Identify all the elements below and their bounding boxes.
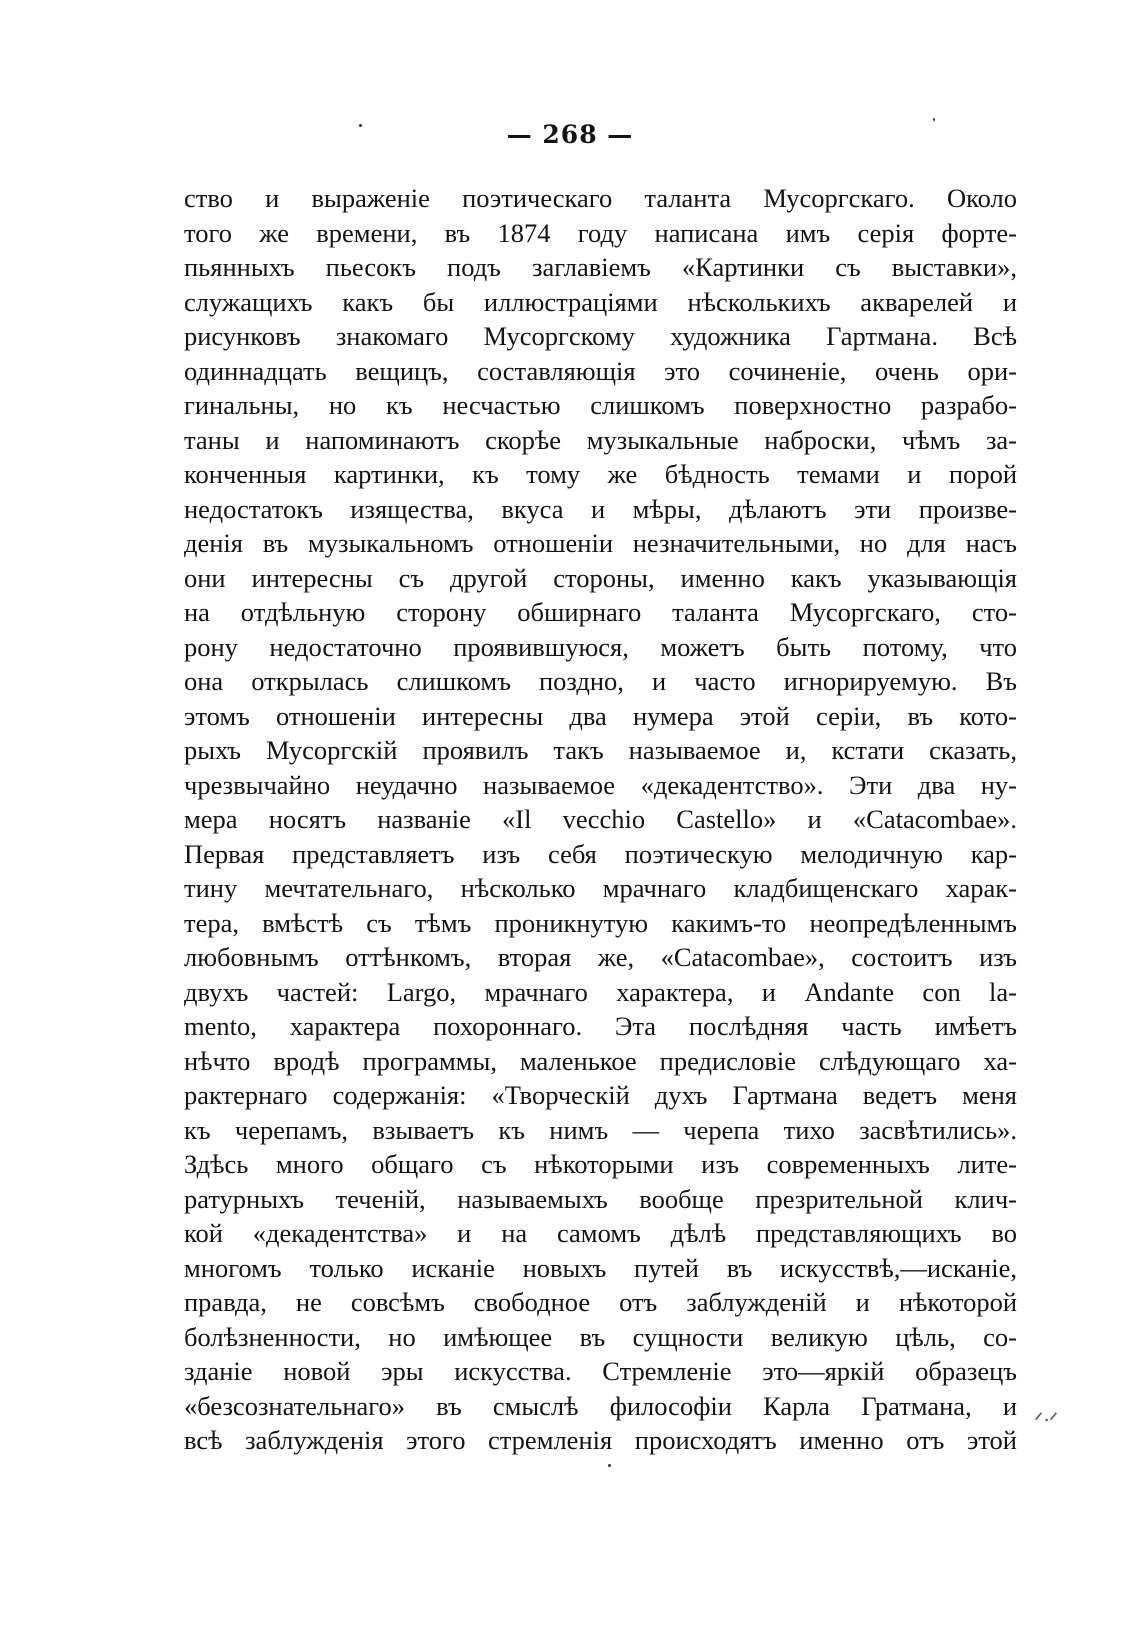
text-line: служащихъ какъ бы иллюстраціями нѣсколькихъ акварелей и xyxy=(184,286,1017,317)
text-line: зданіе новой эры искусства. Стремленіе это—яркій образецъ xyxy=(184,1356,1017,1386)
text-line: она открылась слишкомъ поздно, и часто игнорируемую. Въ xyxy=(184,666,1017,696)
text-line: чрезвычайно неудачно называемое «декадентство». Эти два ну- xyxy=(184,769,1017,800)
body-text xyxy=(184,181,1017,1458)
text-line: кой «декадентства» и на самомъ дѣлѣ представляющихъ во xyxy=(184,1218,1017,1248)
text-line: денія въ музыкальномъ отношеніи незначительными, но для насъ xyxy=(184,528,1017,558)
text-line: нѣчто вродѣ программы, маленькое предисловіе слѣдующаго ха- xyxy=(184,1045,1017,1076)
text-line: болѣзненности, но имѣющее въ сущности великую цѣль, со- xyxy=(184,1321,1017,1352)
text-line: одиннадцать вещицъ, составляющія это сочиненіе, очень ори- xyxy=(184,355,1017,386)
ink-speck xyxy=(359,124,362,127)
text-line: рону недостаточно проявившуюся, можетъ быть потому, что xyxy=(184,631,1017,662)
text-line: всѣ заблужденія этого стремленія происходятъ именно отъ этой xyxy=(184,1425,1017,1455)
text-line: этомъ отношеніи интересны два нумера этой серіи, въ кото- xyxy=(184,700,1017,731)
text-line: Первая представляетъ изъ себя поэтическую мелодичную кар- xyxy=(184,838,1017,869)
text-line: къ черепамъ, взываетъ къ нимъ — черепа тихо засвѣтились». xyxy=(184,1114,1017,1145)
text-line: ратурныхъ теченій, называемыхъ вообще презрительной клич- xyxy=(184,1183,1017,1214)
text-line: Здѣсь много общаго съ нѣкоторыми изъ современныхъ лите- xyxy=(184,1149,1017,1179)
text-line: многомъ только исканіе новыхъ путей въ искусствѣ,—исканіе, xyxy=(184,1252,1017,1283)
text-line: mento, характера похороннаго. Эта послѣдняя часть имѣетъ xyxy=(184,1011,1017,1041)
margin-note: ᐟᐧᐟ xyxy=(1034,1409,1059,1434)
ink-speck xyxy=(608,1464,611,1467)
text-line: рисунковъ знакомаго Мусоргскому художника Гартмана. Всѣ xyxy=(184,321,1017,351)
text-line: гинальны, но къ несчастью слишкомъ поверхностно разрабо- xyxy=(184,390,1017,420)
text-line: ство и выраженіе поэтическаго таланта Мусоргскаго. Около xyxy=(184,183,1017,213)
text-line: на отдѣльную сторону обширнаго таланта Мусоргскаго, сто- xyxy=(184,597,1017,627)
text-line: двухъ частей: Largo, мрачнаго характера, и Andante con la- xyxy=(184,976,1017,1007)
page-number: — 268 — xyxy=(506,120,634,149)
text-line: конченныя картинки, къ тому же бѣдность темами и порой xyxy=(184,459,1017,489)
text-line: «безсознательнаго» въ смыслѣ философіи Карла Гратмана, и xyxy=(184,1390,1017,1421)
text-line: пьянныхъ пьесокъ подъ заглавіемъ «Картинки съ выставки», xyxy=(184,252,1017,282)
text-line: они интересны съ другой стороны, именно какъ указывающія xyxy=(184,562,1017,593)
text-line: рыхъ Мусоргскій проявилъ такъ называемое и, кстати сказать, xyxy=(184,735,1017,765)
text-line: тину мечтательнаго, нѣсколько мрачнаго кладбищенскаго харак- xyxy=(184,873,1017,903)
text-line: мера носятъ названіе «Il vecchio Castello» и «Catacombae». xyxy=(184,804,1017,834)
text-line: тера, вмѣстѣ съ тѣмъ проникнутую какимъ-то неопредѣленнымъ xyxy=(184,907,1017,938)
text-line: недостатокъ изящества, вкуса и мѣры, дѣлаютъ эти произве- xyxy=(184,493,1017,524)
text-line: любовнымъ оттѣнкомъ, вторая же, «Catacombae», состоитъ изъ xyxy=(184,942,1017,972)
text-line: правда, не совсѣмъ свободное отъ заблужденій и нѣкоторой xyxy=(184,1287,1017,1317)
ink-speck xyxy=(933,118,935,121)
text-line: рактернаго содержанія: «Творческій духъ Гартмана ведетъ меня xyxy=(184,1080,1017,1110)
text-line: того же времени, въ 1874 году написана имъ серія форте- xyxy=(184,217,1017,248)
text-line: таны и напоминаютъ скорѣе музыкальные наброски, чѣмъ за- xyxy=(184,424,1017,455)
